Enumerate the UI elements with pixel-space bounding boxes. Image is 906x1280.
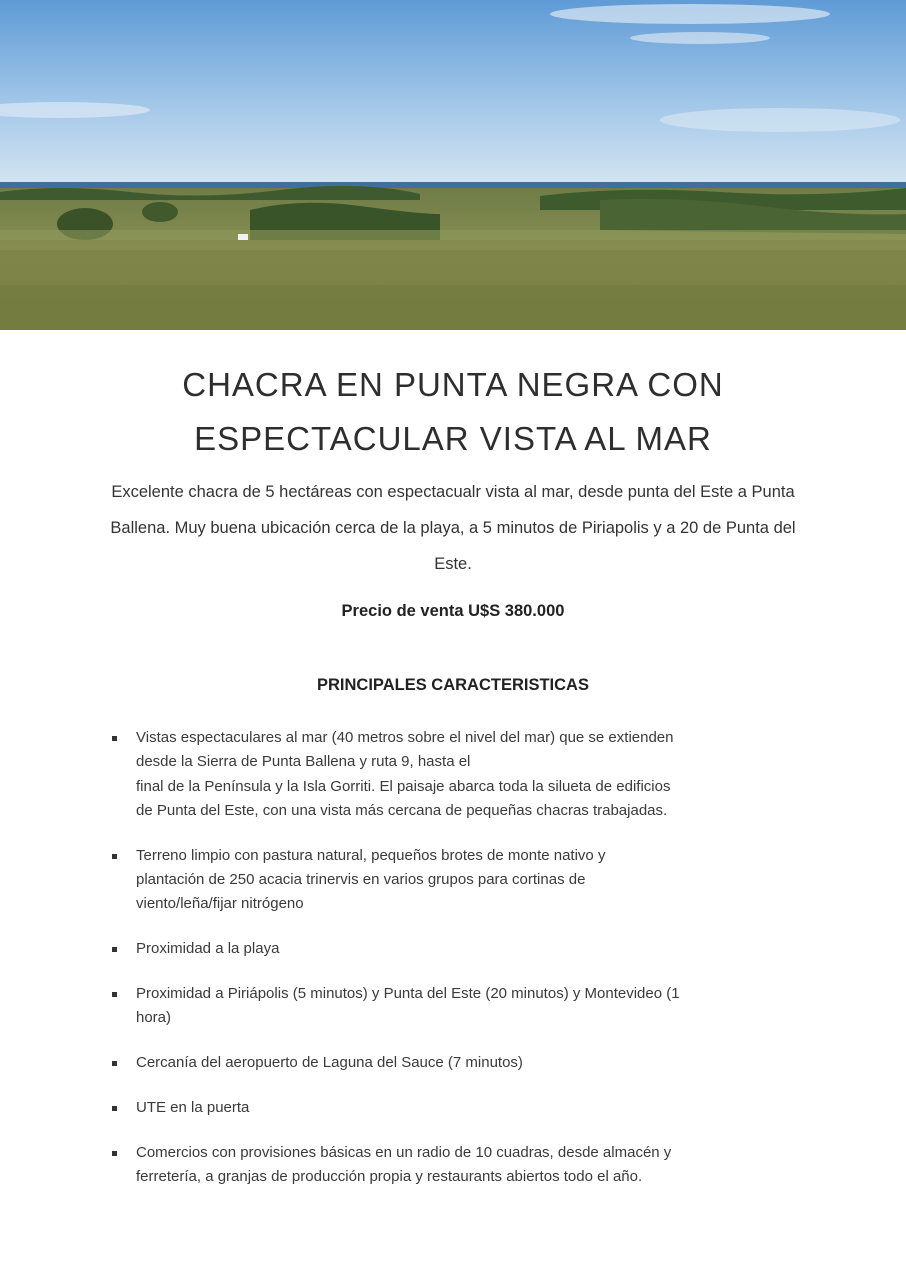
list-item <box>112 937 762 961</box>
list-item-line: desde la Sierra de Punta Ballena y ruta 9, hasta el <box>136 753 471 771</box>
list-item <box>112 1051 762 1075</box>
list-item-line: Proximidad a Piriápolis (5 minutos) y Punta del Este (20 minutos) y Montevideo (1 <box>136 984 680 1002</box>
square-bullet-icon <box>112 1061 117 1066</box>
intro-paragraph <box>60 474 846 582</box>
hero-photo <box>0 0 906 330</box>
list-item-line: plantación de 250 acacia trinervis en varios grupos para cortinas de <box>136 870 586 888</box>
title-line: ESPECTACULAR VISTA AL MAR <box>194 420 712 457</box>
section-heading: PRINCIPALES CARACTERISTICAS <box>317 676 589 694</box>
list-item-line: de Punta del Este, con una vista más cercana de pequeñas chacras trabajadas. <box>136 801 668 819</box>
list-item-line: Comercios con provisiones básicas en un radio de 10 cuadras, desde almacén y <box>136 1143 672 1161</box>
list-item <box>112 726 762 823</box>
intro-line: Excelente chacra de 5 hectáreas con espectacualr vista al mar, desde punta del Este a Punta <box>111 483 795 501</box>
list-item <box>112 982 762 1031</box>
list-item-line: Cercanía del aeropuerto de Laguna del Sauce (7 minutos) <box>136 1053 523 1071</box>
square-bullet-icon <box>112 1151 117 1156</box>
list-item-line: viento/leña/fijar nitrógeno <box>136 895 304 913</box>
square-bullet-icon <box>112 854 117 859</box>
intro-line: Este. <box>434 555 472 573</box>
square-bullet-icon <box>112 736 117 741</box>
square-bullet-icon <box>112 992 117 997</box>
list-item-line: ferretería, a granjas de producción propia y restaurants abiertos todo el año. <box>136 1167 643 1185</box>
sale-price: Precio de venta U$S 380.000 <box>341 602 565 620</box>
title-line: CHACRA EN PUNTA NEGRA CON <box>182 366 724 403</box>
list-item <box>112 844 762 917</box>
list-item-line: hora) <box>136 1009 172 1027</box>
square-bullet-icon <box>112 1106 117 1111</box>
list-item-line: final de la Península y la Isla Gorriti. El paisaje abarca toda la silueta de edificios <box>136 777 671 795</box>
page-title <box>0 358 906 466</box>
list-item-line: UTE en la puerta <box>136 1098 250 1116</box>
landscape-illustration <box>0 0 906 330</box>
list-item <box>112 1096 762 1120</box>
list-item-line: Vistas espectaculares al mar (40 metros sobre el nivel del mar) que se extienden <box>136 729 674 746</box>
list-item-line: Terreno limpio con pastura natural, pequeños brotes de monte nativo y <box>136 846 606 864</box>
list-item <box>112 1141 762 1190</box>
list-item-line: Proximidad a la playa <box>136 940 280 958</box>
feature-list <box>112 726 762 1210</box>
intro-line: Ballena. Muy buena ubicación cerca de la playa, a 5 minutos de Piriapolis y a 20 de Punta del <box>110 519 796 537</box>
square-bullet-icon <box>112 947 117 952</box>
